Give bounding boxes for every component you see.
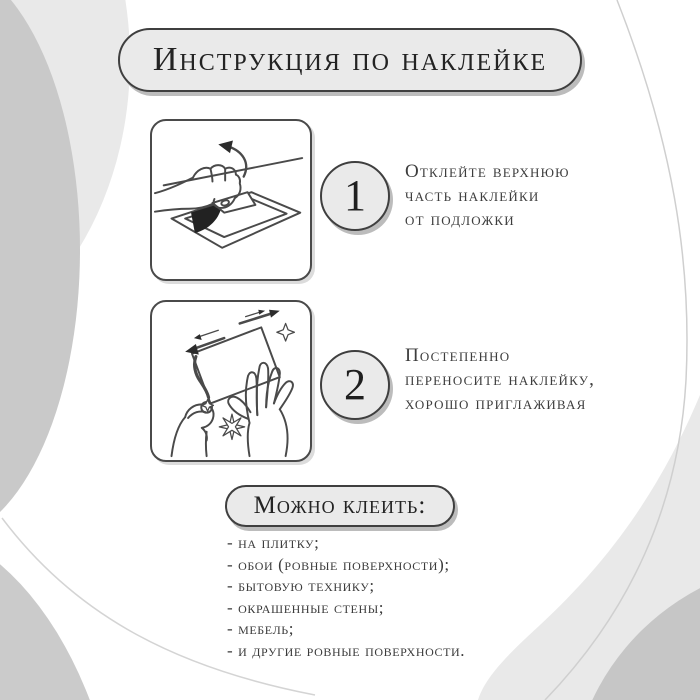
can-glue-title: Можно клеить:: [253, 492, 427, 519]
smooth-sticker-icon: [152, 302, 310, 460]
left-thumb: [188, 411, 206, 418]
can-glue-list: [227, 532, 465, 661]
arrow-left-head: [185, 344, 199, 355]
right-hand-side: [280, 409, 288, 456]
arrowhead: [218, 141, 233, 154]
step2-number-badge: [320, 350, 390, 420]
step1-text: [405, 160, 570, 232]
step2-text: [405, 344, 595, 416]
list-item: - обои (ровные поверхности);: [227, 554, 450, 574]
sparkle-icon: [277, 323, 295, 341]
step2-line-3: хорошо приглаживая: [405, 393, 587, 414]
list-item: - бытовую технику;: [227, 576, 375, 595]
right-finger-4: [274, 381, 293, 409]
hand-fingers: [193, 165, 241, 198]
list-item: - и другие ровные поверхности.: [227, 640, 466, 660]
arrow-left-thin-icon: [198, 330, 218, 337]
step2-line-1: Постепенно: [405, 345, 511, 366]
step1-line-3: от подложки: [405, 209, 515, 230]
step1-number: 1: [344, 171, 366, 220]
list-item: - мебель;: [227, 619, 295, 638]
can-glue-title-box: [225, 485, 455, 527]
peel-sticker-icon: [152, 121, 310, 279]
hand-arm-top: [155, 178, 193, 194]
list-item: - окрашенные стены;: [227, 597, 385, 617]
title-box: [118, 28, 582, 92]
step2-number: 2: [344, 360, 366, 409]
step1-number-badge: [320, 161, 390, 231]
step2-illustration-box: [150, 300, 312, 462]
right-wrist-left: [248, 423, 250, 456]
step1-line-2: часть наклейки: [405, 185, 540, 206]
step2-line-2: переносите наклейку,: [405, 369, 596, 390]
left-hand-fist: [185, 404, 213, 440]
page-title: Инструкция по наклейке: [152, 41, 548, 78]
left-arm-line-1: [172, 417, 186, 456]
arrow-right-thin-head: [258, 310, 265, 315]
arrow-right-icon: [240, 313, 274, 324]
list-item: - на плитку;: [227, 533, 320, 552]
right-finger-1: [246, 372, 257, 423]
arrow-left-thin-head: [194, 334, 202, 340]
finger-line-1: [211, 169, 213, 182]
step1-illustration-box: [150, 119, 312, 281]
arrow-right-head: [269, 310, 280, 318]
step1-line-1: Отклейте верхнюю: [405, 161, 570, 182]
